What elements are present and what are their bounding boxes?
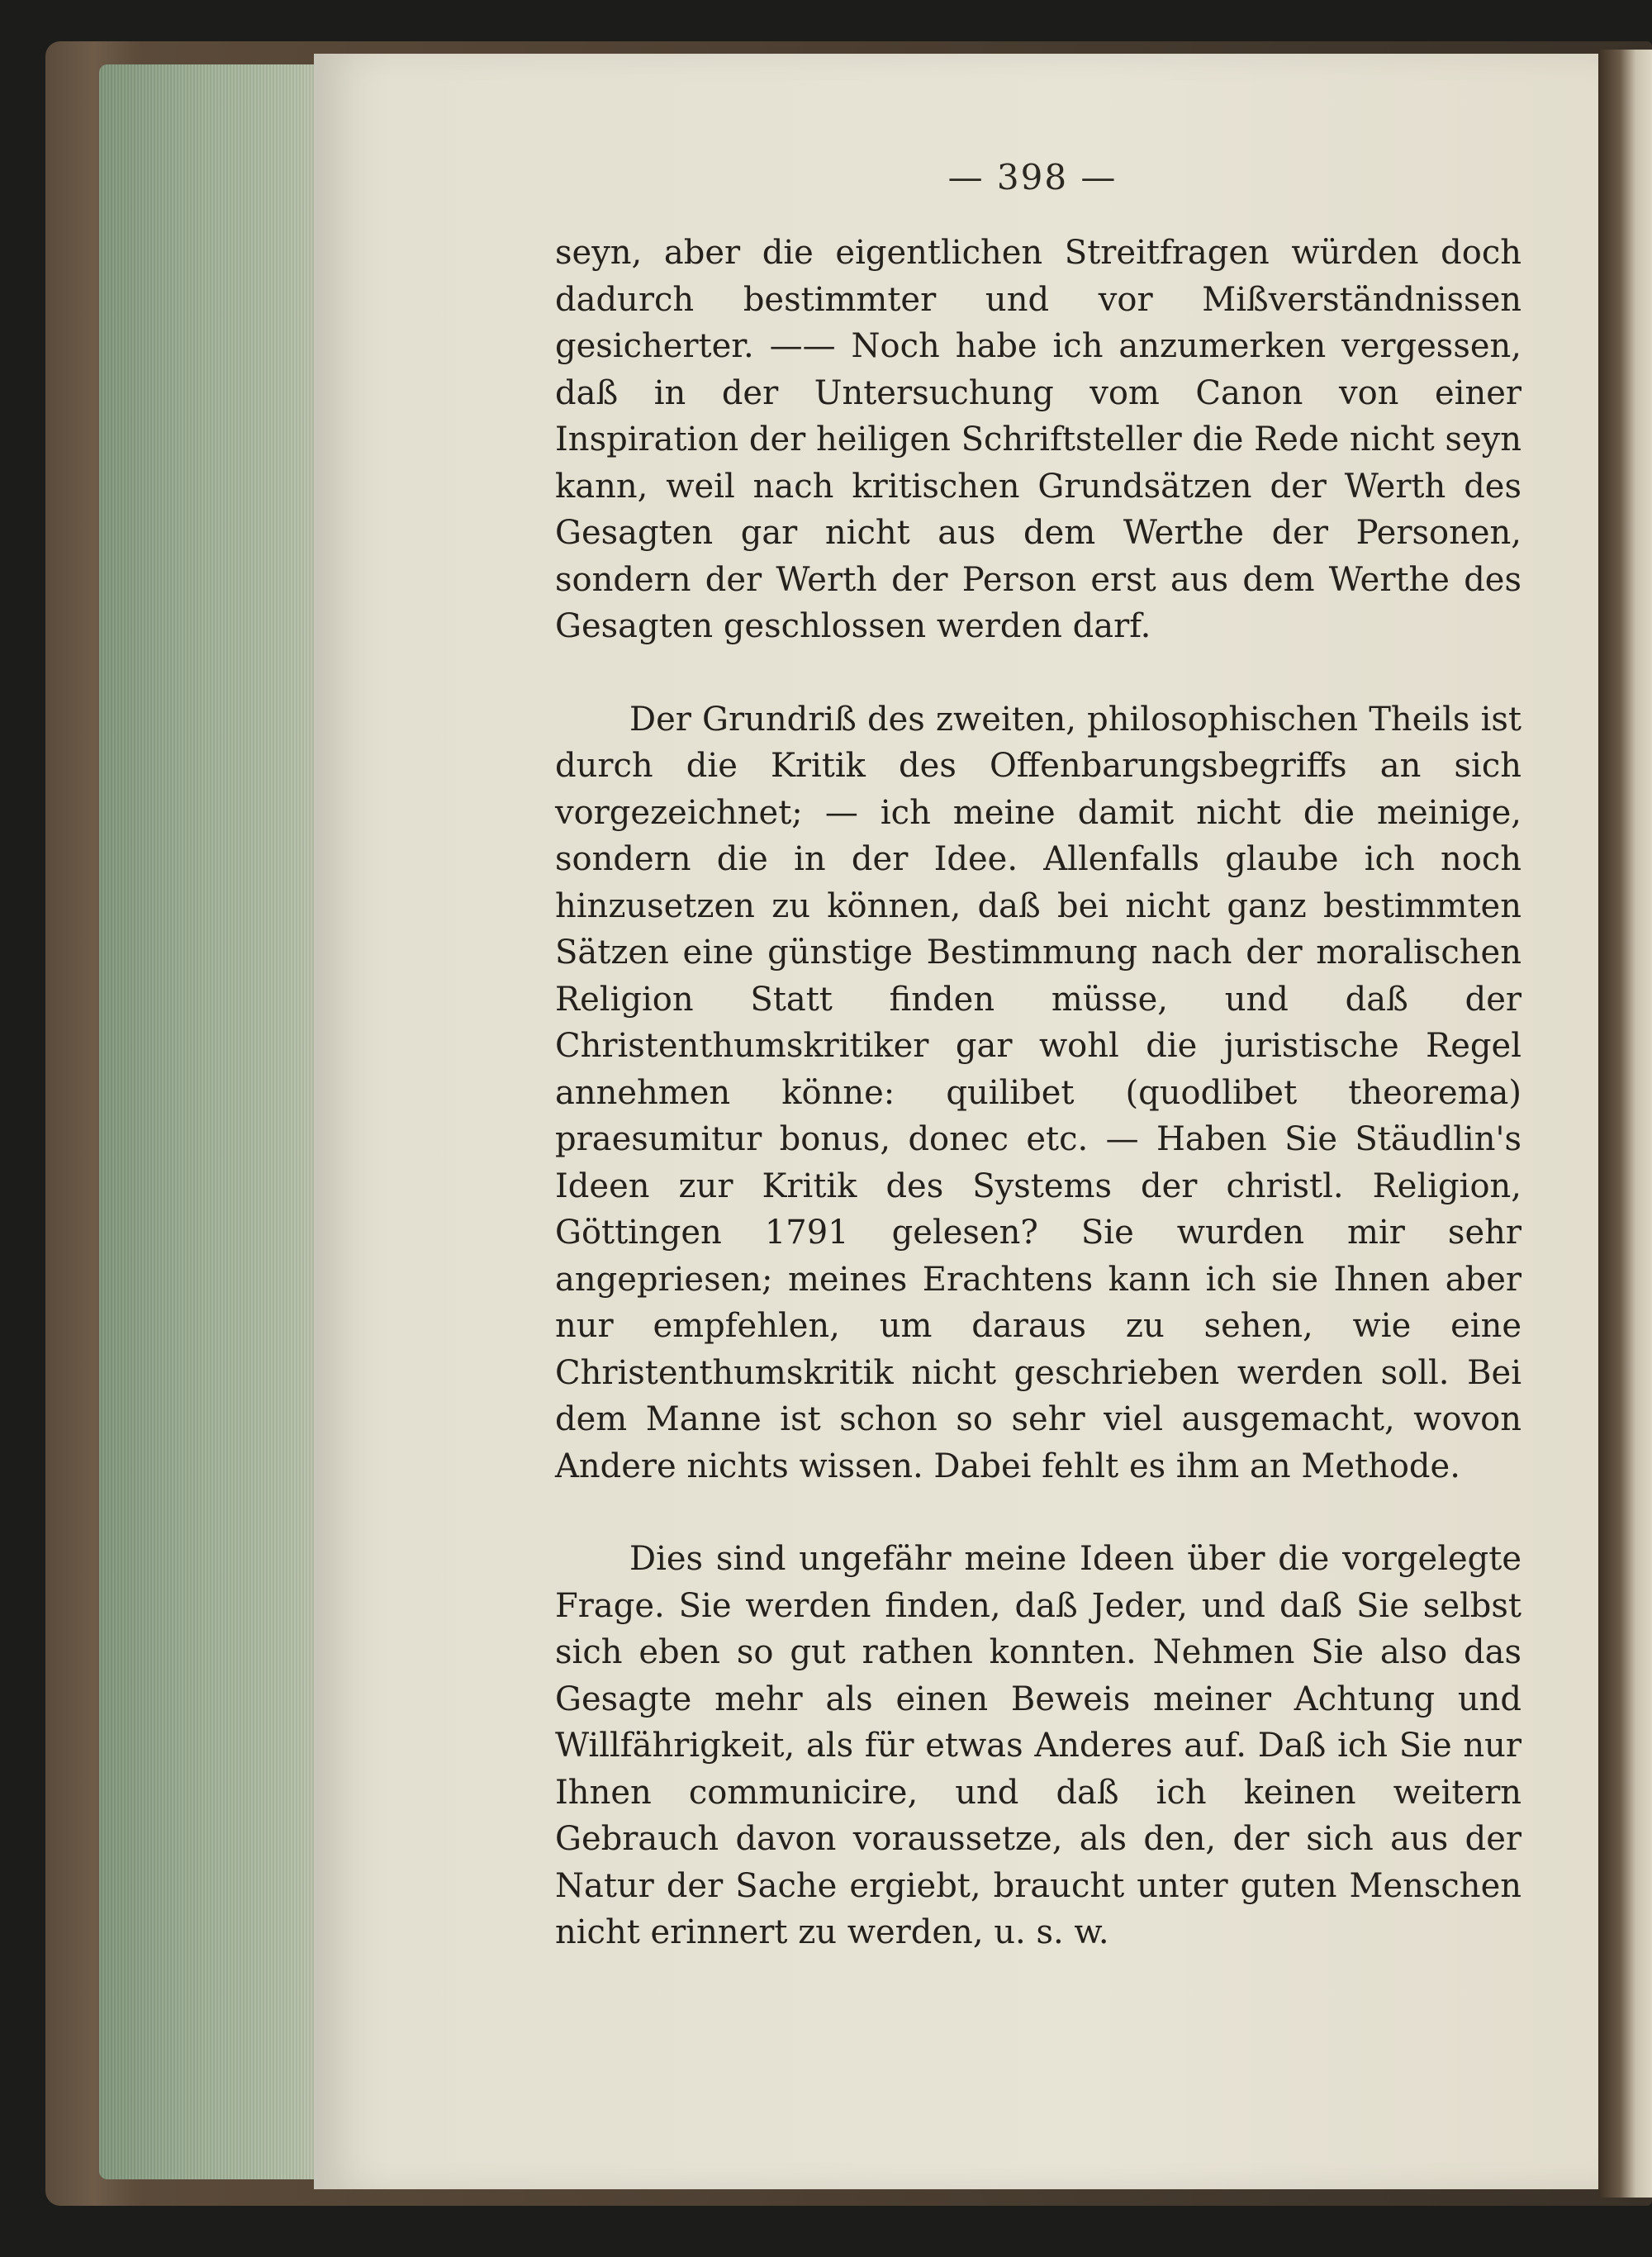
page-number: — 398 — [947, 157, 1118, 197]
book-spine-edge [1598, 50, 1652, 2198]
paragraph-2: Der Grundriß des zweiten, philosophischen Theils ist durch die Kritik des Offenbarungsbegriffs an sich vorgezeichnet; — ich meine damit nicht die meinige, sondern die in der Idee. Allenfalls glaube ich noch hinzusetzen zu können, daß bei nicht ganz bestimmten Sätzen eine günstige Bestimmung nach der moralischen Religion Statt finden müsse, und daß der Christenthumskritiker gar wohl die juristische Regel annehmen könne: quilibet (quodlibet theorema) praesumitur bonus, donec etc. — Haben Sie Stäudlin's Ideen zur Kritik des Systems der christl. Religion, Göttingen 1791 gelesen? Sie wurden mir sehr angepriesen; meines Erachtens kann ich sie Ihnen aber nur empfehlen, um daraus zu sehen, wie eine Christenthumskritik nicht geschrieben werden soll. Bei dem Manne ist schon so sehr viel ausgemacht, wovon Andere nichts wissen. Dabei fehlt es ihm an Methode. [555, 700, 1521, 1485]
paragraph-1: seyn, aber die eigentlichen Streitfragen würden doch dadurch bestimmter und vor Mißverständnissen gesicherter. —— Noch habe ich anzumerken vergessen, daß in der Untersuchung vom Canon von einer Inspiration der heiligen Schriftsteller die Rede nicht seyn kann, weil nach kritischen Grundsätzen der Werth des Gesagten gar nicht aus dem Werthe der Personen, sondern der Werth der Person erst aus dem Werthe des Gesagten geschlossen werden darf. [555, 234, 1521, 645]
page-text [555, 230, 1521, 1956]
paragraph-3: Dies sind ungefähr meine Ideen über die vorgelegte Frage. Sie werden finden, daß Jeder, und daß Sie selbst sich eben so gut rathen konnten. Nehmen Sie also das Gesagte mehr als einen Beweis meiner Achtung und Willfährigkeit, als für etwas Anderes auf. Daß ich Sie nur Ihnen communicire, und daß ich keinen weitern Gebrauch davon voraussetze, als den, der sich aus der Natur der Sache ergiebt, braucht unter guten Menschen nicht erinnert zu werden, u. s. w. [555, 1540, 1521, 1951]
